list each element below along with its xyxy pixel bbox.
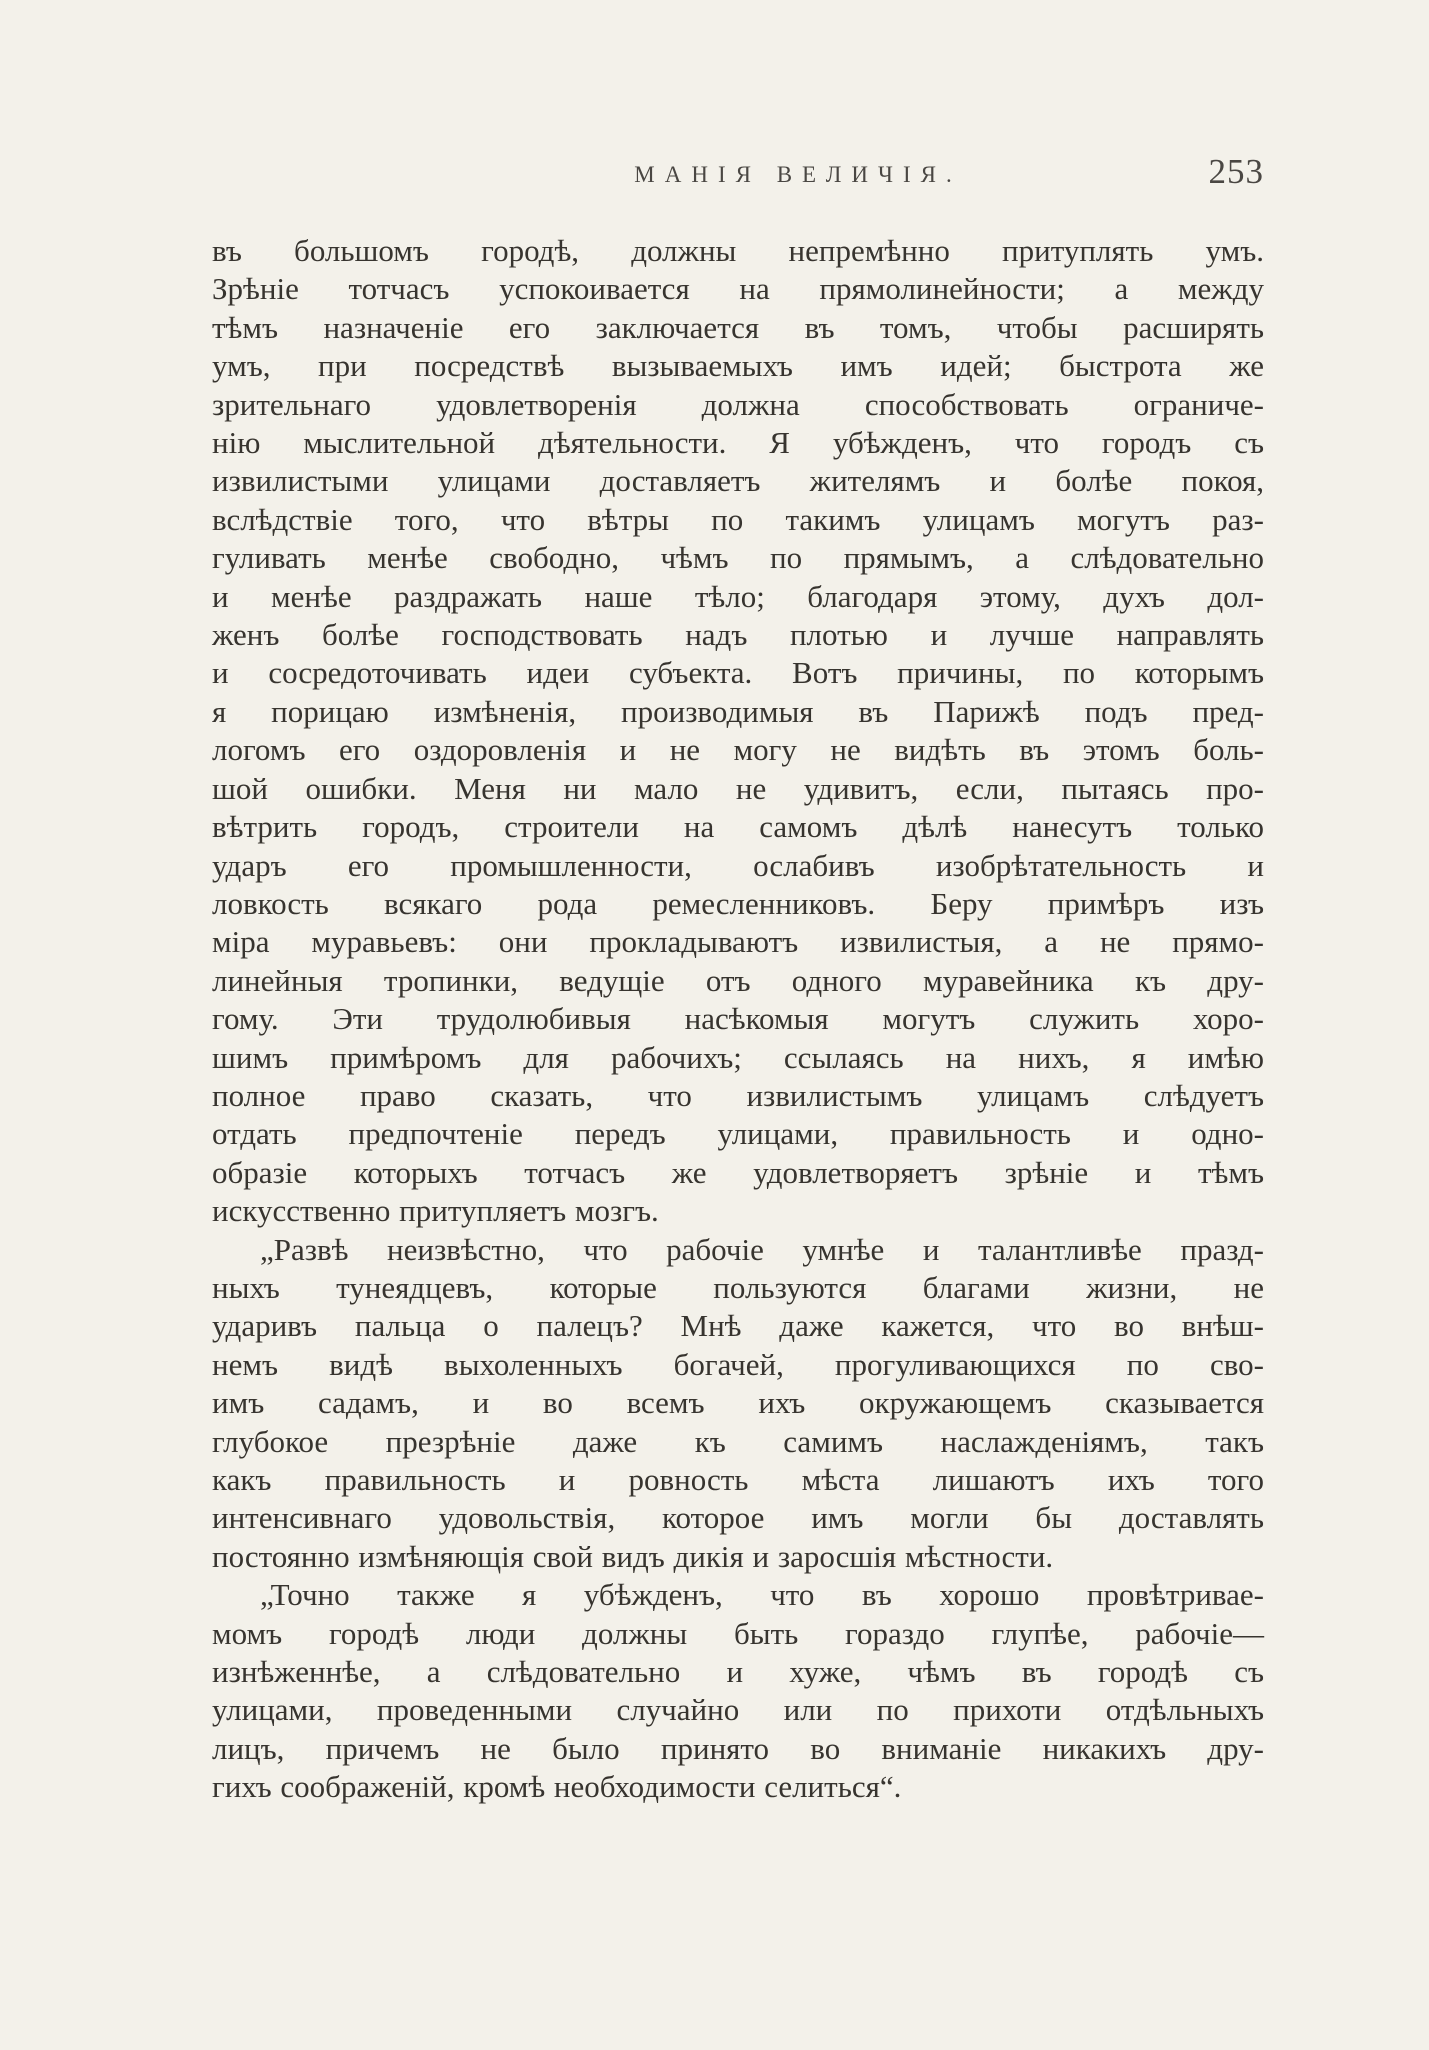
text-line: постоянно измѣняющія свой видъ дикія и заросшія мѣстности. bbox=[212, 1538, 1054, 1574]
text-line: полное право сказать, что извилистымъ улицамъ слѣдуетъ bbox=[212, 1077, 1264, 1113]
text-line: ловкость всякаго рода ремесленниковъ. Беру примѣръ изъ bbox=[212, 885, 1264, 921]
text-line: гихъ соображеній, кромѣ необходимости селиться“. bbox=[212, 1769, 902, 1805]
text-line: я порицаю измѣненія, производимыя въ Парижѣ подъ пред- bbox=[212, 693, 1264, 729]
page-header bbox=[212, 152, 1264, 202]
text-line: тѣмъ назначеніе его заключается въ томъ, чтобы расширять bbox=[212, 309, 1264, 345]
text-line: улицами, проведенными случайно или по прихоти отдѣльныхъ bbox=[212, 1692, 1264, 1728]
text-line: вѣтрить городъ, строители на самомъ дѣлѣ нанесутъ только bbox=[212, 809, 1264, 845]
text-line: изнѣженнѣе, а слѣдовательно и хуже, чѣмъ въ городѣ съ bbox=[212, 1654, 1264, 1690]
text-line: нію мыслительной дѣятельности. Я убѣжденъ, что городъ съ bbox=[212, 425, 1264, 461]
text-line: логомъ его оздоровленія и не могу не видѣть въ этомъ боль- bbox=[212, 732, 1264, 768]
text-line: имъ садамъ, и во всемъ ихъ окружающемъ сказывается bbox=[212, 1385, 1264, 1421]
page-number: 253 bbox=[1208, 152, 1264, 191]
text-line: шой ошибки. Меня ни мало не удивитъ, если, пытаясь про- bbox=[212, 770, 1264, 806]
paragraph-2 bbox=[212, 1231, 1264, 1577]
text-line: „Развѣ неизвѣстно, что рабочіе умнѣе и талантливѣе празд- bbox=[260, 1231, 1264, 1267]
text-line: какъ правильность и ровность мѣста лишаютъ ихъ того bbox=[212, 1462, 1264, 1497]
text-line: ударивъ пальца о палецъ? Мнѣ даже кажется, что во внѣш- bbox=[212, 1308, 1264, 1344]
text-line: гуливать менѣе свободно, чѣмъ по прямымъ, а слѣдовательно bbox=[212, 540, 1264, 576]
text-line: женъ болѣе господствовать надъ плотью и лучше направлять bbox=[212, 617, 1264, 653]
text-line: отдать предпочтеніе передъ улицами, правильность и одно- bbox=[212, 1116, 1264, 1152]
body-text bbox=[212, 232, 1264, 1807]
text-line: и менѣе раздражать наше тѣло; благодаря этому, духъ дол- bbox=[212, 578, 1264, 614]
text-line: искусственно притупляетъ мозгъ. bbox=[212, 1193, 659, 1229]
text-line: вслѣдствіе того, что вѣтры по такимъ улицамъ могутъ раз- bbox=[212, 501, 1264, 537]
text-line: шимъ примѣромъ для рабочихъ; ссылаясь на нихъ, я имѣю bbox=[212, 1039, 1264, 1075]
text-line: лицъ, причемъ не было принято во вниманіе никакихъ дру- bbox=[212, 1730, 1264, 1766]
text-line: ныхъ тунеядцевъ, которые пользуются благами жизни, не bbox=[212, 1269, 1264, 1305]
text-line: въ большомъ городѣ, должны непремѣнно притуплять умъ. bbox=[212, 233, 1264, 268]
text-line: линейныя тропинки, ведущіе отъ одного муравейника къ дру- bbox=[212, 962, 1264, 998]
text-line: „Точно также я убѣжденъ, что въ хорошо провѣтривае- bbox=[260, 1577, 1264, 1613]
text-line: образіе которыхъ тотчасъ же удовлетворяетъ зрѣніе и тѣмъ bbox=[212, 1154, 1264, 1190]
text-line: интенсивнаго удовольствія, которое имъ могли бы доставлять bbox=[212, 1500, 1264, 1536]
running-title: МАНІЯ ВЕЛИЧІЯ. bbox=[634, 162, 962, 187]
text-line: и сосредоточивать идеи субъекта. Вотъ причины, по которымъ bbox=[212, 655, 1264, 691]
text-line: міра муравьевъ: они прокладываютъ извилистыя, а не прямо- bbox=[212, 924, 1264, 960]
paragraph-3 bbox=[212, 1576, 1264, 1806]
text-line: зрительнаго удовлетворенія должна способствовать ограниче- bbox=[212, 386, 1264, 422]
text-line: гому. Эти трудолюбивыя насѣкомыя могутъ служить хоро- bbox=[212, 1001, 1264, 1037]
text-line: немъ видѣ выхоленныхъ богачей, прогуливающихся по сво- bbox=[212, 1346, 1264, 1382]
text-line: извилистыми улицами доставляетъ жителямъ и болѣе покоя, bbox=[212, 463, 1264, 499]
text-line: умъ, при посредствѣ вызываемыхъ имъ идей; быстрота же bbox=[212, 348, 1264, 384]
paragraph-1 bbox=[212, 232, 1264, 1231]
text-line: момъ городѣ люди должны быть гораздо глупѣе, рабочіе— bbox=[212, 1615, 1264, 1651]
text-line: глубокое презрѣніе даже къ самимъ наслажденіямъ, такъ bbox=[212, 1423, 1264, 1459]
text-line: ударъ его промышленности, ослабивъ изобрѣтательность и bbox=[212, 847, 1264, 883]
text-line: Зрѣніе тотчасъ успокоивается на прямолинейности; а между bbox=[212, 271, 1264, 307]
